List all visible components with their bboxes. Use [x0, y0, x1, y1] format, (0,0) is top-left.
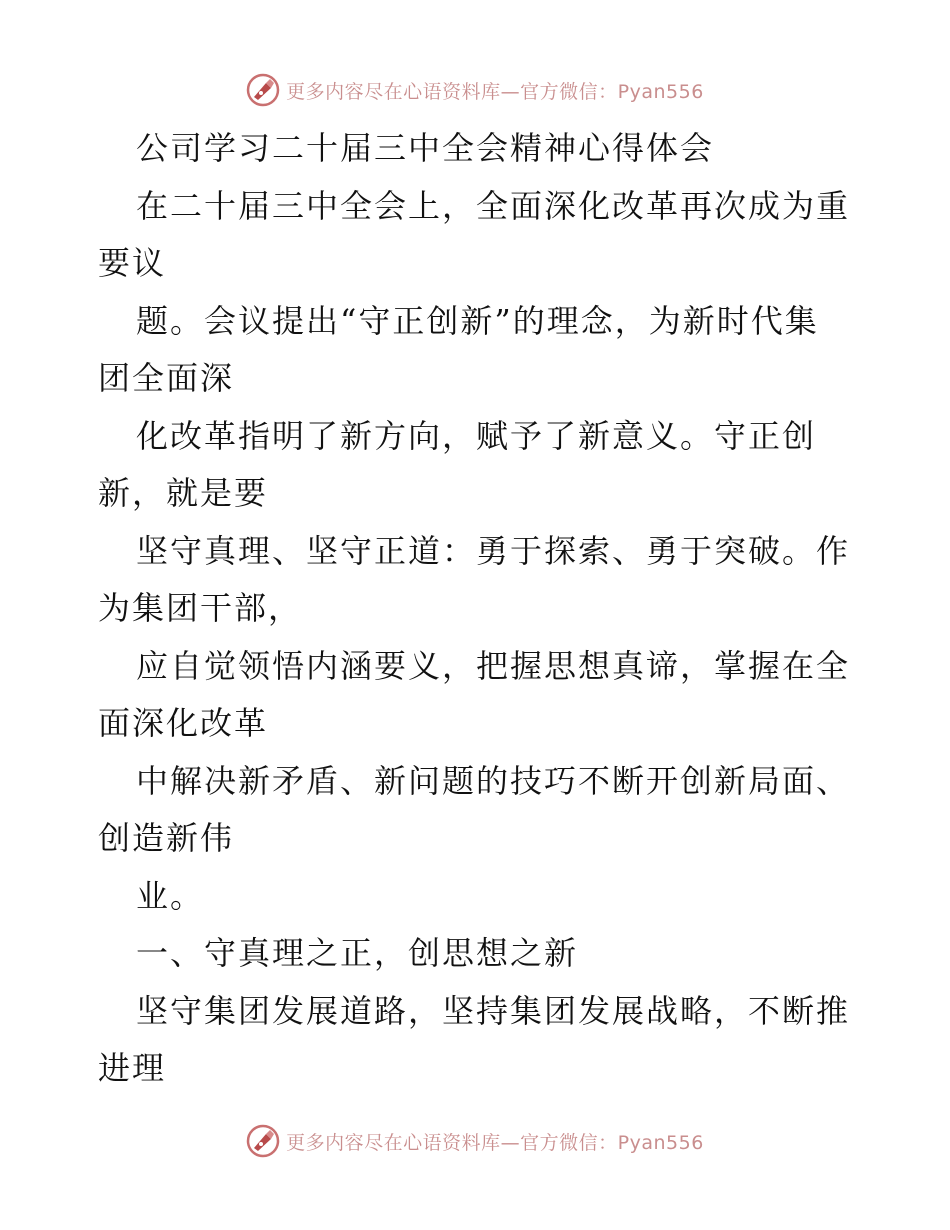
- paragraph-line: 中解决新矛盾、新问题的技巧不断开创新局面、: [136, 761, 851, 800]
- header-banner: [0, 70, 950, 110]
- document-title: 公司学习二十届三中全会精神心得体会: [136, 129, 715, 167]
- pen-nib-icon: [246, 73, 280, 107]
- section-heading: 一、守真理之正，创思想之新: [136, 934, 579, 972]
- paragraph-line: 在二十届三中全会上，全面深化改革再次成为重: [136, 186, 851, 225]
- paragraph-line: 面深化改革: [98, 704, 269, 742]
- paragraph-line: 团全面深: [98, 359, 235, 397]
- document-body: [98, 120, 868, 1098]
- paragraph-line: 进理: [98, 1049, 167, 1087]
- footer-banner: [0, 1121, 950, 1161]
- paragraph-line: 坚守集团发展道路，坚持集团发展战略，不断推: [136, 991, 851, 1030]
- paragraph-line: 业。: [136, 876, 205, 915]
- pen-nib-icon: [246, 1124, 280, 1158]
- paragraph-line: 应自觉领悟内涵要义，把握思想真谛，掌握在全: [136, 646, 851, 685]
- paragraph-line: 创造新伟: [98, 819, 235, 857]
- header-banner-text: 更多内容尽在心语资料库—官方微信：Pyan556: [286, 80, 704, 103]
- paragraph-line: 为集团干部，: [98, 589, 303, 627]
- footer-banner-text: 更多内容尽在心语资料库—官方微信：Pyan556: [286, 1131, 704, 1154]
- paragraph-line: 题。会议提出“守正创新”的理念，为新时代集: [136, 301, 819, 340]
- paragraph-line: 化改革指明了新方向，赋予了新意义。守正创: [136, 416, 817, 455]
- paragraph-line: 坚守真理、坚守正道：勇于探索、勇于突破。作: [136, 531, 851, 570]
- paragraph-line: 新，就是要: [98, 474, 269, 512]
- paragraph-line: 要议: [98, 244, 167, 282]
